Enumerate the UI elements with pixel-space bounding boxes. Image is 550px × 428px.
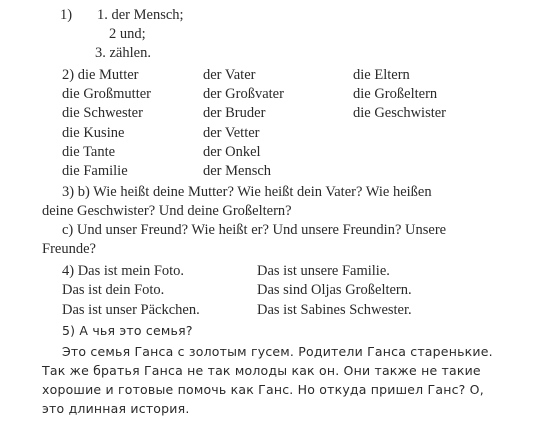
section2-col1-item: die Tante [62, 144, 116, 160]
section3-c-line2: Freunde? [42, 241, 96, 257]
section2-col1-item: die Kusine [62, 125, 125, 141]
section5-text-line: Это семья Ганса с золотым гусем. Родители Ганса старенькие. [62, 344, 493, 359]
section1-number: 1) [60, 7, 73, 23]
section2-col2-item: der Bruder [203, 105, 266, 121]
section2-col2-item: der Vetter [203, 125, 260, 141]
section4-right-item: Das sind Oljas Großeltern. [257, 282, 412, 298]
section5-text-line: Так же братья Ганса не так молоды как он. Они также не такие [42, 363, 481, 378]
section4-right-item: Das ist Sabines Schwester. [257, 302, 412, 318]
section4-left-item: 4) Das ist mein Foto. [62, 263, 185, 279]
section4-left-item: Das ist dein Foto. [62, 282, 165, 298]
section5-question: 5) А чья это семья? [62, 323, 193, 338]
section2-col3-item: die Eltern [353, 67, 410, 83]
section2-col2-item: der Onkel [203, 144, 261, 160]
section5-text-line: это длинная история. [42, 401, 190, 416]
section4-right-item: Das ist unsere Familie. [257, 263, 390, 279]
section2-col3-item: die Geschwister [353, 105, 447, 121]
section2-col1-item: die Schwester [62, 105, 143, 121]
section5-text-line: хорошие и готовые помочь как Ганс. Но откуда пришел Ганс? О, [42, 382, 484, 397]
section3-c-line1: c) Und unser Freund? Wie heißt er? Und unsere Freundin? Unsere [62, 222, 447, 238]
section1-item-2: 2 und; [109, 26, 146, 42]
section3-b-line2: deine Geschwister? Und deine Großeltern? [42, 203, 292, 219]
section2-col2-item: der Vater [203, 67, 256, 83]
section2-label: 2) die Mutter [62, 67, 139, 83]
section1-item-1: 1. der Mensch; [97, 7, 184, 23]
section4-left-item: Das ist unser Päckchen. [62, 302, 200, 318]
section2-col2-item: der Mensch [203, 163, 272, 179]
section2-col1-item: die Großmutter [62, 86, 151, 102]
section2-col1-item: die Familie [62, 163, 128, 179]
section2-col3-item: die Großeltern [353, 86, 438, 102]
section2-col2-item: der Großvater [203, 86, 284, 102]
section3-b-line1: 3) b) Wie heißt deine Mutter? Wie heißt dein Vater? Wie heißen [62, 184, 432, 200]
section1-item-3: 3. zählen. [95, 45, 151, 61]
